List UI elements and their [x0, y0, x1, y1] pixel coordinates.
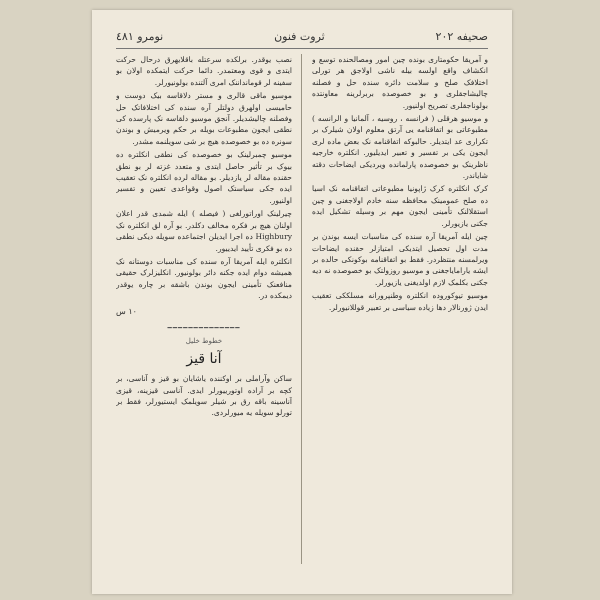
paragraph: و موسیو هرقلی ( فرانسه ، روسیه ، آلمانیا و الرانسه ) مطبوعاتی بو اتفاقنامه یی آرتق معلوم اولان شیلرک بر تکراری عد ایتدیلر. حالبوکه اتفاقنامه نک بعض ماده لری ایجون یکی بر تفسیر و تعبیر ایدیلیور. انکلتره خارجیه ناظرینک بو خصوصده پارلمانده ویردیکی ایضاحات دقته شایاندر. — [312, 114, 488, 181]
paragraph: نصب یوقدر. برلکده سرعتله باقلایهرق درحال حرکت ایتدی و قوی ومعتمدر. دائما حرکت ایتمکده اولان بو سفینه لر قومانداننک امری آلتنده بولونیورلر. — [116, 55, 292, 87]
paragraph: کرک انکلتره کرک ژاپونیا مطبوعاتی اتفاقنامه نک اسیا ده صلح عمومینک محافظه سنه خادم اولاجغنی و چین استقلالنک تأمینی ایجون مهم بر وسیله تشکیل ایده جکنی یازیورلر. — [312, 184, 488, 228]
page-number: صحيفه ٢٠٢ — [435, 29, 488, 43]
page-header — [116, 24, 488, 49]
journal-page — [92, 10, 512, 594]
article-signoff: ١٠ س — [116, 306, 137, 316]
paragraph: موسیو ماقی قالری و مستر دلاقاسه بیک دوست و حامیسی اولهرق دولتلر آره سنده کی اختلافاتک حل وفصلنه چالیشدیلر. آنجق موسیو دلقاسه نک پارسده کی نطقی ایجون مطبوعات بویله بر حکم ویرمیش و بوندن سونره ده بو خصوصده هیچ بر شی سویلنمه مشدر. — [116, 91, 292, 146]
paragraph: و آمریقا حکومتاری بونده چین امور ومصالحنده توسع و انکشاف واقع اولسه بیله ناشی اولاجق هر تورلی اختلافک صلح و سلامت دائره سنده حل و فصلنه چالیشاجقلری و بو خصوصده بربرلرینه معاونتده بولوناجقلری تصریح اولنیور. — [312, 55, 488, 110]
column-rule — [301, 54, 302, 564]
new-article-title: آنا قیز — [186, 350, 222, 367]
paragraph: ساکن وآراملی بر اوکننده یاشایان بو قیز و آناسی، بر کچه بر آراده اوتورییورلر ایدی. آناسی قیزینه، قیزی آناسینه باقه رق بر شیلر سویلمک ایستیورلر، فقط بر تورلو سویله یه میورلردی. — [116, 374, 292, 418]
left-column — [116, 54, 292, 564]
paragraph: چین ایله آمریقا آره سنده کی مناسبات ایسه بوندن بر مدت اول تحصیل ایتدیکی امتیازلر حقنده ایضاحات ویرلمسنه منتظردر. فقط بو اتفاقنامه بوکونکی حالده بر ایشه یارامایاجغنی و موسیو روزولتک بو خصوصده نه دیه جکنی بکلمک لازم اولدیغنی یازیورلر. — [312, 232, 488, 287]
paragraph: موسیو چمبرلینک بو خصوصده کی نطقی انکلتره ده بیوک بر تأثیر حاصل ایتدی و متعدد غزته لر بو نطق حقنده مقاله لر یازدیلر. بو مقاله لرده انکلتره نک تعقیب ایده جکی سیاستک اصول وقواعدی تعیین و تفسیر اولنیور. — [116, 150, 292, 205]
paragraph: موسیو تیوکوروده انکلتره وطنپرورانه مسلککی تعقیب ایدن ژورنالار دها زیاده سیاسی بر تعبیر قوللانیورلر. — [312, 291, 488, 312]
section-separator: ━━━━━━━━━━━━━━ — [167, 323, 241, 332]
issue-number: نومرو ٤٨١ — [116, 29, 164, 43]
section-tag: خطوط خلیل — [185, 337, 223, 346]
journal-title: ثروت فنون — [274, 29, 325, 43]
right-column — [312, 54, 488, 564]
paragraph: انکلتره ایله آمریقا آره سنده کی مناسبات دوستانه نک همیشه دوام ایده جکنه دائر بولونیور. انکلیزلرک حقیقی منافعنک تأمینی ایجون بوندن باشقه بر چاره یوقدر دیمکده در. — [116, 256, 292, 301]
paragraph: چیرلینک اوراتورلغی ( فیصله ) ایله شمدی قدر اعلان اولنان هیچ بر فکره مخالف دکلدر. بو آره لق انکلتره نک Highbury ده اجرا ایدیلن اجتماعده سویله دیکی نطقی ده بو فکری تأیید ایدییور. — [116, 209, 292, 253]
